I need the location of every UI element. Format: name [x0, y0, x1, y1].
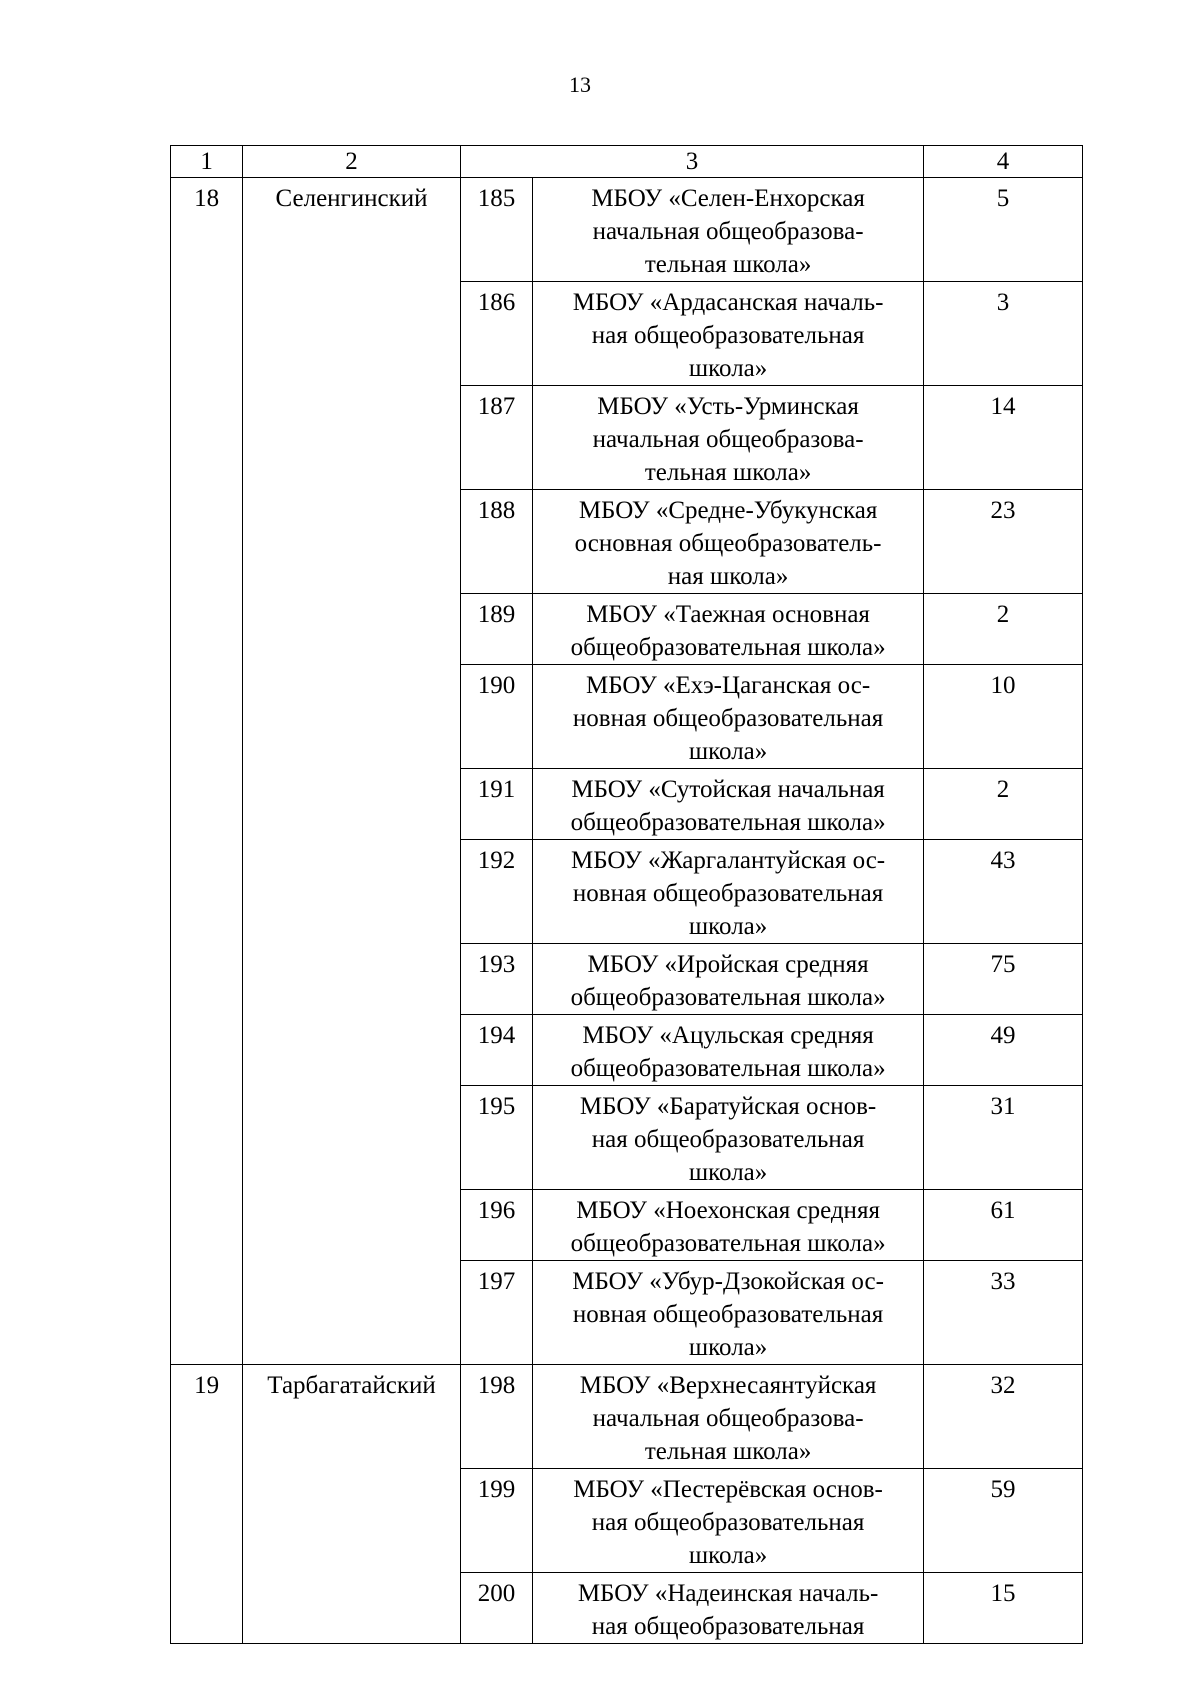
- school-name-line: МБОУ «Ноехонская средняя: [576, 1197, 880, 1224]
- school-name-line: школа»: [688, 1542, 768, 1569]
- school-name-cell: [533, 1015, 924, 1086]
- school-number-cell: 189: [460, 594, 532, 665]
- school-number-cell: 187: [460, 386, 532, 490]
- school-name-line: основная общеобразователь-: [574, 530, 882, 557]
- school-name-line: МБОУ «Пестерёвская основ-: [573, 1476, 883, 1503]
- school-name-line: общеобразовательная школа»: [570, 809, 886, 836]
- school-name-cell: [533, 1469, 924, 1573]
- school-name-line: общеобразовательная школа»: [570, 1230, 886, 1257]
- school-number-cell: 195: [460, 1086, 532, 1190]
- school-name-line: ная общеобразовательная: [591, 1126, 865, 1153]
- school-name-line: МБОУ «Жаргалантуйская ос-: [571, 847, 886, 874]
- school-name: [539, 182, 917, 281]
- school-name-cell: [533, 1086, 924, 1190]
- school-number-cell: 191: [460, 769, 532, 840]
- school-name-line: ная общеобразовательная: [591, 1613, 865, 1640]
- school-name: [539, 1194, 917, 1260]
- school-number-cell: 197: [460, 1261, 532, 1365]
- student-count-cell: 15: [924, 1573, 1083, 1644]
- student-count-cell: 32: [924, 1365, 1083, 1469]
- school-name-line: школа»: [688, 1334, 768, 1361]
- school-name-line: новная общеобразовательная: [572, 705, 884, 732]
- student-count-cell: 2: [924, 769, 1083, 840]
- school-name: [539, 1369, 917, 1468]
- school-name-line: МБОУ «Селен-Енхорская: [591, 185, 865, 212]
- school-number-cell: 193: [460, 944, 532, 1015]
- school-name-line: школа»: [688, 738, 768, 765]
- district-name-cell: Тарбагатайский: [243, 1365, 461, 1644]
- student-count-cell: 3: [924, 282, 1083, 386]
- district-name-cell: Селенгинский: [243, 178, 461, 1365]
- school-name-cell: [533, 944, 924, 1015]
- school-name-cell: [533, 1365, 924, 1469]
- school-name-cell: [533, 490, 924, 594]
- student-count-cell: 10: [924, 665, 1083, 769]
- school-name-cell: [533, 665, 924, 769]
- school-name-cell: [533, 1261, 924, 1365]
- school-number-cell: 196: [460, 1190, 532, 1261]
- school-name-line: ная общеобразовательная: [591, 1509, 865, 1536]
- school-name-cell: [533, 594, 924, 665]
- district-index-cell: 18: [171, 178, 243, 1365]
- school-name: [539, 1473, 917, 1572]
- student-count-cell: 59: [924, 1469, 1083, 1573]
- school-number-cell: 190: [460, 665, 532, 769]
- school-name: [539, 1090, 917, 1189]
- student-count-cell: 43: [924, 840, 1083, 944]
- school-name-cell: [533, 769, 924, 840]
- school-name-line: МБОУ «Ардасанская началь-: [572, 289, 884, 316]
- school-number-cell: 186: [460, 282, 532, 386]
- school-name: [539, 1019, 917, 1085]
- school-name-line: тельная школа»: [644, 251, 812, 278]
- school-name: [539, 390, 917, 489]
- school-name-line: МБОУ «Убур-Дзокойская ос-: [572, 1268, 884, 1295]
- student-count-cell: 49: [924, 1015, 1083, 1086]
- school-name-line: МБОУ «Усть-Урминская: [597, 393, 859, 420]
- school-number-cell: 199: [460, 1469, 532, 1573]
- student-count-cell: 2: [924, 594, 1083, 665]
- school-name-cell: [533, 386, 924, 490]
- header-cell-2: 2: [243, 146, 461, 178]
- school-number-cell: 185: [460, 178, 532, 282]
- school-name-cell: [533, 1190, 924, 1261]
- school-name-line: школа»: [688, 355, 768, 382]
- school-name-line: тельная школа»: [644, 459, 812, 486]
- header-cell-1: 1: [171, 146, 243, 178]
- school-name: [539, 1577, 917, 1643]
- school-name: [539, 1265, 917, 1364]
- student-count-cell: 23: [924, 490, 1083, 594]
- school-number-cell: 194: [460, 1015, 532, 1086]
- student-count-cell: 75: [924, 944, 1083, 1015]
- school-name-line: ная школа»: [667, 563, 789, 590]
- school-name: [539, 598, 917, 664]
- school-name-line: школа»: [688, 1159, 768, 1186]
- district-index-cell: 19: [171, 1365, 243, 1644]
- school-name-line: новная общеобразовательная: [572, 880, 884, 907]
- student-count-cell: 14: [924, 386, 1083, 490]
- student-count-cell: 5: [924, 178, 1083, 282]
- header-cell-3: 3: [460, 146, 923, 178]
- school-name: [539, 286, 917, 385]
- school-number-cell: 192: [460, 840, 532, 944]
- school-name: [539, 844, 917, 943]
- school-name-line: ная общеобразовательная: [591, 322, 865, 349]
- school-name-cell: [533, 282, 924, 386]
- table-header-row: [171, 146, 1083, 178]
- school-name-line: тельная школа»: [644, 1438, 812, 1465]
- school-number-cell: 200: [460, 1573, 532, 1644]
- student-count-cell: 61: [924, 1190, 1083, 1261]
- school-name-line: МБОУ «Верхнесаянтуйская: [579, 1372, 877, 1399]
- school-name: [539, 494, 917, 593]
- school-name-line: новная общеобразовательная: [572, 1301, 884, 1328]
- school-number-cell: 198: [460, 1365, 532, 1469]
- school-name-cell: [533, 840, 924, 944]
- school-name: [539, 948, 917, 1014]
- school-name-line: МБОУ «Баратуйская основ-: [579, 1093, 877, 1120]
- student-count-cell: 31: [924, 1086, 1083, 1190]
- school-name-line: МБОУ «Иройская средняя: [587, 951, 869, 978]
- table-row: [171, 1365, 1083, 1469]
- school-name-line: МБОУ «Таежная основная: [586, 601, 870, 628]
- school-name-line: начальная общеобразова-: [592, 426, 864, 453]
- school-name-line: общеобразовательная школа»: [570, 1055, 886, 1082]
- header-cell-4: 4: [924, 146, 1083, 178]
- student-count-cell: 33: [924, 1261, 1083, 1365]
- school-name-line: начальная общеобразова-: [592, 218, 864, 245]
- school-name-line: общеобразовательная школа»: [570, 984, 886, 1011]
- school-name-cell: [533, 178, 924, 282]
- school-name-line: МБОУ «Надеинская началь-: [577, 1580, 879, 1607]
- school-name-line: МБОУ «Средне-Убукунская: [578, 497, 878, 524]
- page-number: 13: [569, 72, 591, 97]
- school-number-cell: 188: [460, 490, 532, 594]
- table-body: [171, 146, 1083, 1644]
- school-name: [539, 669, 917, 768]
- schools-table: [170, 145, 1083, 1644]
- school-name: [539, 773, 917, 839]
- school-name-line: МБОУ «Сутойская начальная: [571, 776, 885, 803]
- school-name-line: МБОУ «Ацульская средняя: [582, 1022, 874, 1049]
- school-name-line: начальная общеобразова-: [592, 1405, 864, 1432]
- school-name-line: МБОУ «Ехэ-Цаганская ос-: [586, 672, 871, 699]
- school-name-cell: [533, 1573, 924, 1644]
- school-name-line: общеобразовательная школа»: [570, 634, 886, 661]
- table-row: [171, 178, 1083, 282]
- school-name-line: школа»: [688, 913, 768, 940]
